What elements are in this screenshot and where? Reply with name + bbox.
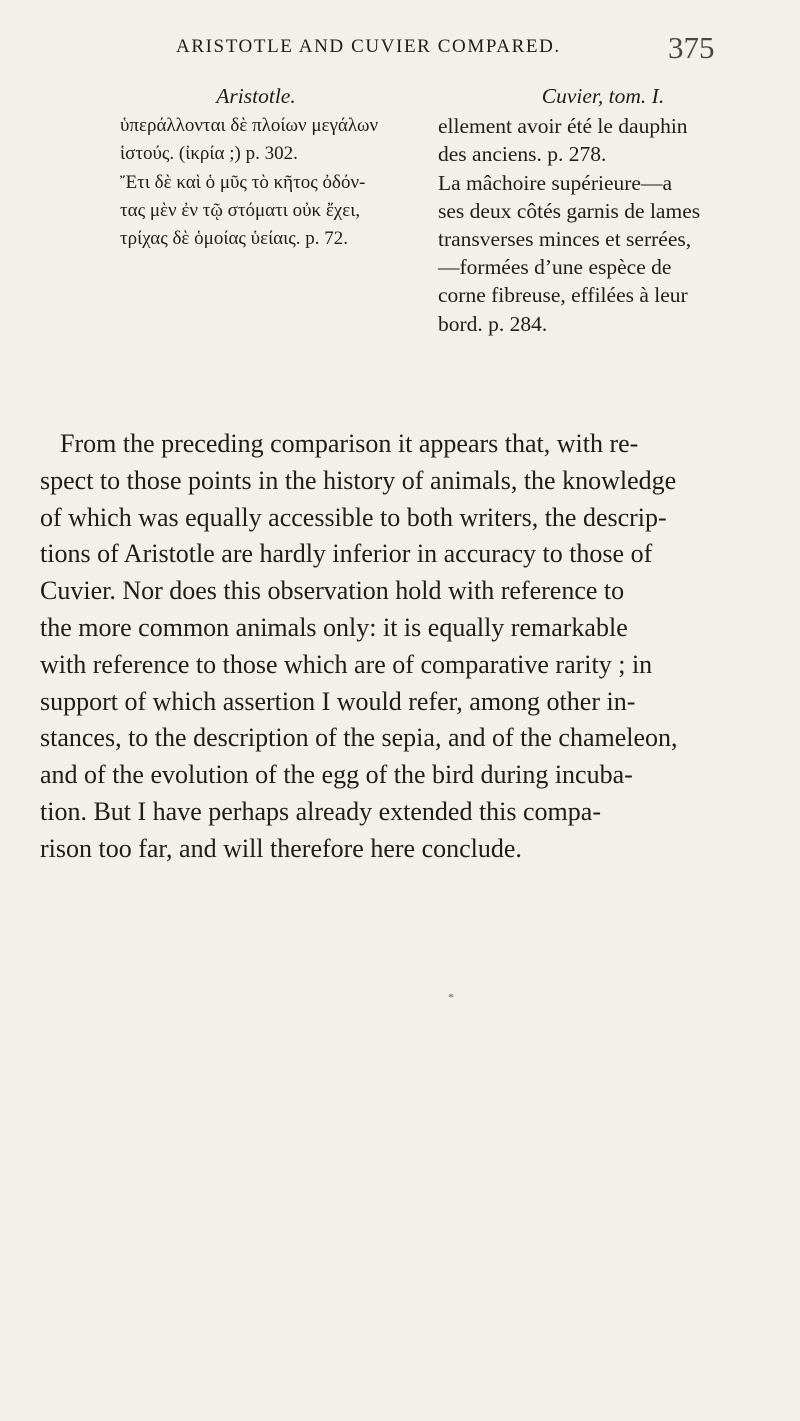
cuvier-column bbox=[438, 82, 758, 338]
page-number: 375 bbox=[668, 30, 715, 65]
greek-line: τρίχας δὲ ὁμοίας ὑείαις. p. 72. bbox=[120, 228, 349, 250]
french-line: des anciens. p. 278. bbox=[438, 142, 607, 167]
greek-line: Ἔτι δὲ καὶ ὁ μῦς τὸ κῆτος ὀδόν- bbox=[120, 171, 366, 193]
paragraph-line: From the preceding comparison it appears that, with re- bbox=[60, 429, 639, 458]
paragraph-line: of which was equally accessible to both writers, the descrip- bbox=[40, 502, 667, 532]
running-head bbox=[0, 30, 800, 70]
french-line: ellement avoir été le dauphin bbox=[438, 114, 688, 139]
paragraph-line: the more common animals only: it is equally remarkable bbox=[40, 612, 628, 642]
body-paragraph bbox=[40, 426, 740, 868]
paragraph-line: tions of Aristotle are hardly inferior in accuracy to those of bbox=[40, 539, 653, 569]
paragraph-line: Cuvier. Nor does this observation hold with reference to bbox=[40, 576, 625, 606]
paragraph-line: tion. But I have perhaps already extended this compa- bbox=[40, 796, 601, 826]
paragraph-line: rison too far, and will therefore here conclude. bbox=[40, 833, 522, 863]
paragraph-line: stances, to the description of the sepia, and of the chameleon, bbox=[40, 723, 678, 753]
french-line: —formées d’une espèce de bbox=[438, 255, 672, 280]
greek-line: ὑπεράλλονται δὲ πλοίων μεγάλων bbox=[120, 115, 379, 137]
greek-line: ἱστούς. (ἰκρία ;) p. 302. bbox=[120, 143, 298, 165]
aristotle-heading: Aristotle. bbox=[216, 84, 296, 108]
french-line: corne fibreuse, effilées à leur bbox=[438, 283, 688, 308]
aristotle-column bbox=[120, 82, 420, 253]
french-line: bord. p. 284. bbox=[438, 311, 548, 336]
paragraph-line: and of the evolution of the egg of the bird during incuba- bbox=[40, 760, 633, 790]
french-line: La mâchoire supérieure—a bbox=[438, 170, 672, 195]
cuvier-heading: Cuvier, tom. I. bbox=[541, 84, 665, 108]
printer-mark: * bbox=[448, 990, 454, 1004]
running-title: ARISTOTLE AND CUVIER COMPARED. bbox=[176, 36, 561, 57]
paragraph-line: support of which assertion I would refer, among other in- bbox=[40, 686, 636, 716]
paragraph-line: with reference to those which are of comparative rarity ; in bbox=[40, 649, 653, 679]
greek-line: τας μὲν ἐν τῷ στόματι οὐκ ἔχει, bbox=[120, 199, 361, 221]
french-line: transverses minces et serrées, bbox=[438, 227, 692, 252]
paragraph-line: spect to those points in the history of animals, the knowledge bbox=[40, 465, 677, 495]
french-line: ses deux côtés garnis de lames bbox=[438, 198, 701, 223]
